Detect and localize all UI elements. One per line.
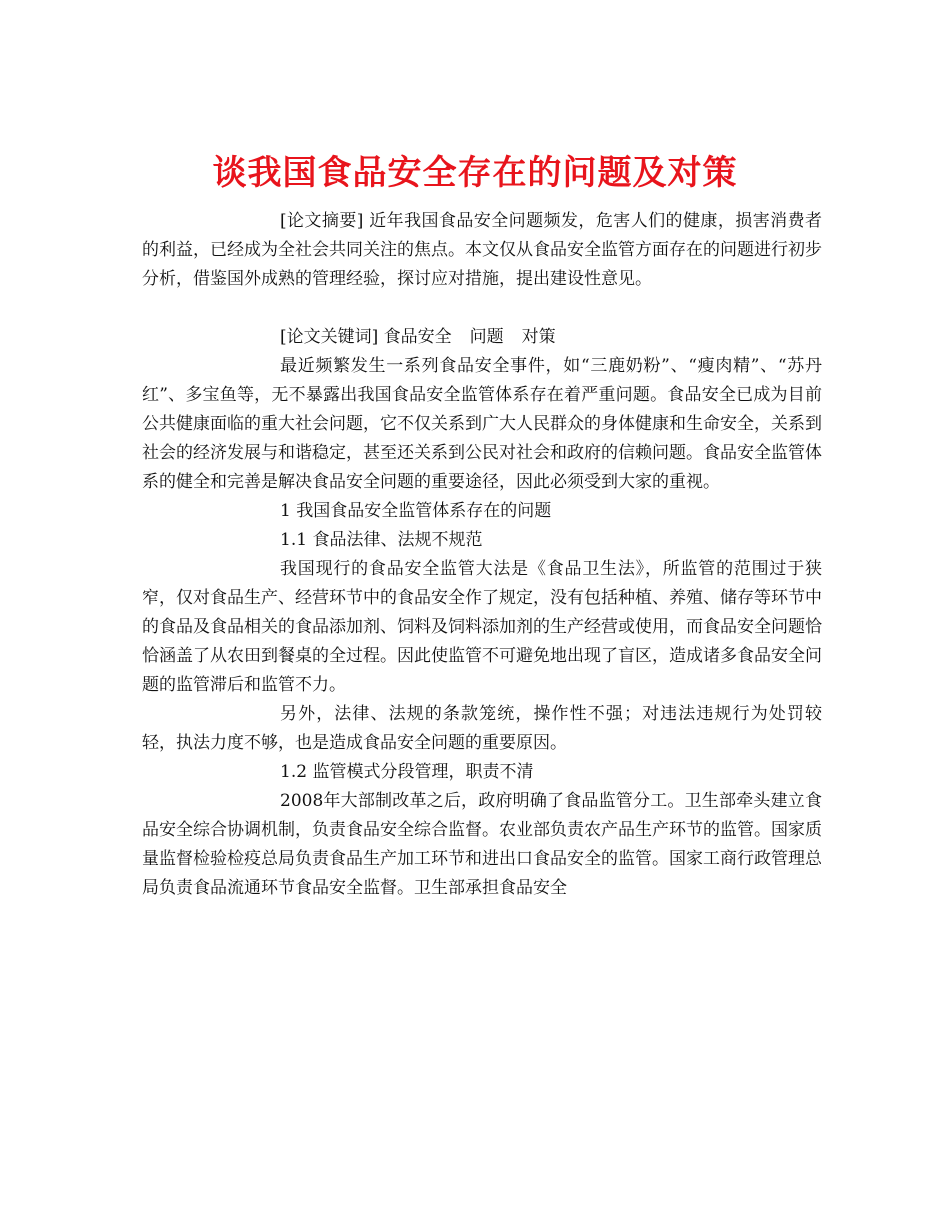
keyword-3: 对策	[521, 327, 556, 347]
abstract-paragraph: [论文摘要] 近年我国食品安全问题频发，危害人们的健康，损害消费者的利益，已经成为全社会共同关注的焦点。本文仅从食品安全监管方面存在的问题进行初步分析，借鉴国外成熟的管理经验，探讨应对措施，提出建设性意见。	[142, 211, 822, 289]
keyword-1: 食品安全	[383, 327, 452, 347]
document-title: 谈我国食品安全存在的问题及对策	[212, 152, 738, 193]
body-paragraph-1-1b: 另外，法律、法规的条款笼统，操作性不强；对违法违规行为处罚较轻，执法力度不够，也是造成食品安全问题的重要原因。	[142, 704, 822, 753]
intro-paragraph: 最近频繁发生一系列食品安全事件，如“三鹿奶粉”、“瘦肉精”、“苏丹红”、多宝鱼等，无不暴露出我国食品安全监管体系存在着严重问题。食品安全已成为目前公共健康面临的重大社会问题，它不仅关系到广大人民群众的身体健康和生命安全，关系到社会的经济发展与和谐稳定，甚至还关系到公民对社会和政府的信赖问题。食品安全监管体系的健全和完善是解决食品安全问题的重要途径，因此必须受到大家的重视。	[142, 356, 822, 492]
document-body	[142, 207, 822, 903]
keywords-line	[142, 323, 822, 352]
keyword-2: 问题	[469, 327, 504, 347]
subsection-heading-1-1: 1.1 食品法律、法规不规范	[280, 530, 483, 550]
body-paragraph-1-2: 2008年大部制改革之后，政府明确了食品监管分工。卫生部牵头建立食品安全综合协调机制，负责食品安全综合监督。农业部负责农产品生产环节的监管。国家质量监督检验检疫总局负责食品生产加工环节和进出口食品安全的监管。国家工商行政管理总局负责食品流通环节食品安全监督。卫生部承担食品安全	[142, 791, 822, 898]
section-heading-1: 1 我国食品安全监管体系存在的问题	[280, 501, 552, 521]
body-paragraph-1-1: 我国现行的食品安全监管大法是《食品卫生法》，所监管的范围过于狭窄，仅对食品生产、经营环节中的食品安全作了规定，没有包括种植、养殖、储存等环节中的食品及食品相关的食品添加剂、饲料及饲料添加剂的生产经营或使用，而食品安全问题恰恰涵盖了从农田到餐桌的全过程。因此使监管不可避免地出现了盲区，造成诸多食品安全问题的监管滞后和监管不力。	[142, 559, 822, 695]
subsection-heading-1-2: 1.2 监管模式分段管理，职责不清	[280, 762, 534, 782]
keywords-label: [论文关键词]	[280, 327, 379, 347]
